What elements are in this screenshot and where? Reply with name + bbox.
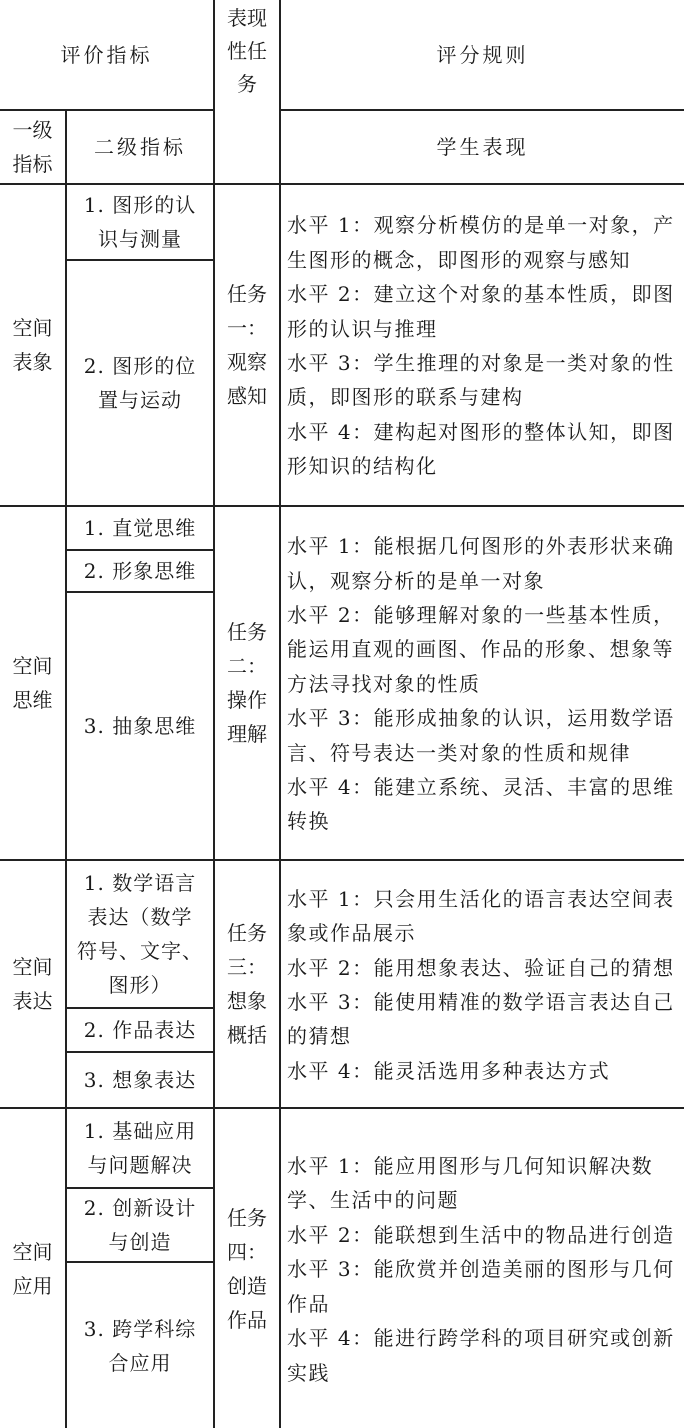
section-1-sub-1-line-2: 识与测量 <box>98 227 182 251</box>
header-level1-line-2: 指标 <box>12 152 53 176</box>
section-1-task <box>214 184 280 506</box>
section-2-rules <box>280 506 684 860</box>
section-3-sub-1 <box>66 860 214 1008</box>
section-2-sub-3: 3. 抽象思维 <box>66 592 214 860</box>
header-level2 <box>66 110 214 184</box>
header-level2-text: 二级指标 <box>94 135 186 159</box>
section-4-row-1 <box>0 1108 684 1188</box>
section-4-rule-3: 水平 3：能欣赏并创造美丽的图形与几何作品 <box>287 1257 675 1316</box>
header-task-line-3: 务 <box>237 72 257 96</box>
section-3-row-1 <box>0 860 684 1008</box>
section-4-level1 <box>0 1108 66 1428</box>
section-2-task-text <box>217 615 277 751</box>
section-1-rule-3: 水平 3：学生推理的对象是一类对象的性质，即图形的联系与建构 <box>287 351 675 410</box>
section-4-sub-3-line-1: 3. 跨学科综 <box>83 1316 197 1341</box>
section-3-level1-line-1: 空间 <box>12 955 53 979</box>
section-3-rule-1: 水平 1：只会用生活化的语言表达空间表象或作品展示 <box>287 886 675 946</box>
section-1-level1 <box>0 184 66 506</box>
section-2-level1-line-1: 空间 <box>12 654 53 678</box>
section-3-task-line-1: 任务 <box>227 921 267 945</box>
section-1-level1-line-2: 表象 <box>12 350 53 374</box>
section-4-rule-4: 水平 4：能进行跨学科的项目研究或创新实践 <box>287 1326 675 1385</box>
section-1-task-line-4: 感知 <box>227 384 267 408</box>
section-2-rule-1: 水平 1：能根据几何图形的外表形状来确认，观察分析的是单一对象 <box>287 534 675 593</box>
header-evaluation-indicators <box>0 0 214 110</box>
section-3-rule-2: 水平 2：能用想象表达、验证自己的猜想 <box>287 955 675 980</box>
header-row-1 <box>0 0 684 110</box>
section-3-sub-2: 2. 作品表达 <box>66 1008 214 1052</box>
section-1-level1-line-1: 空间 <box>12 316 53 340</box>
section-4-sub-2-line-1: 2. 创新设计 <box>83 1196 197 1220</box>
section-4-sub-3-line-2: 合应用 <box>108 1350 172 1375</box>
section-1-sub-2 <box>66 260 214 506</box>
section-4-rule-1: 水平 1：能应用图形与几何知识解决数学、生活中的问题 <box>287 1154 654 1213</box>
header-task-text <box>215 2 279 101</box>
section-4-level1-text <box>6 1235 59 1303</box>
section-1-task-text <box>217 277 277 413</box>
section-3-task-line-4: 概括 <box>227 1023 267 1047</box>
section-4-task-line-4: 作品 <box>227 1307 267 1332</box>
section-3-level1-text <box>6 950 59 1018</box>
section-4-sub-2-text <box>73 1191 207 1259</box>
section-3-sub-1-line-4: 图形） <box>108 973 172 997</box>
header-evaluation-indicators-text: 评价指标 <box>60 42 153 67</box>
section-3-task-text <box>217 916 277 1052</box>
section-3-sub-1-line-3: 符号、文字、 <box>77 939 203 963</box>
section-4-sub-3 <box>66 1262 214 1428</box>
section-1-sub-1-text <box>73 188 207 256</box>
section-3-level1 <box>0 860 66 1108</box>
section-2-level1 <box>0 506 66 860</box>
section-1-task-line-2: 一： <box>227 316 267 340</box>
section-4-sub-2 <box>66 1188 214 1262</box>
section-1-sub-2-line-1: 2. 图形的位 <box>83 354 197 378</box>
section-4-rule-2: 水平 2：能联想到生活中的物品进行创造 <box>287 1222 675 1247</box>
section-4-task-line-3: 创造 <box>227 1273 267 1298</box>
section-2-task <box>214 506 280 860</box>
section-4-task <box>214 1108 280 1428</box>
section-2-rule-3: 水平 3：能形成抽象的认识，运用数学语言、符号表达一类对象的性质和规律 <box>287 706 675 765</box>
section-4-sub-3-text <box>73 1312 207 1380</box>
section-1-rule-4: 水平 4：建构起对图形的整体认知，即图形知识的结构化 <box>287 419 675 479</box>
section-4-sub-1-line-1: 1. 基础应用 <box>83 1119 197 1143</box>
section-3-rule-4: 水平 4：能灵活选用多种表达方式 <box>287 1058 611 1083</box>
section-1-sub-2-line-2: 置与运动 <box>98 388 182 412</box>
section-3-task-line-3: 想象 <box>227 989 267 1013</box>
section-2-task-line-4: 理解 <box>227 722 267 746</box>
header-level1-text <box>0 113 65 181</box>
section-2-level1-line-2: 思维 <box>12 688 53 712</box>
section-2-task-line-1: 任务 <box>227 620 267 644</box>
section-3-task-line-2: 三： <box>227 955 267 979</box>
section-2-sub-2: 2. 形象思维 <box>66 550 214 592</box>
section-1-rule-2: 水平 2：建立这个对象的基本性质，即图形的认识与推理 <box>287 282 675 341</box>
header-student-performance <box>280 110 684 184</box>
section-1-rule-1: 水平 1：观察分析模仿的是单一对象，产生图形的概念，即图形的观察与感知 <box>287 213 675 272</box>
header-task-line-1: 表现 <box>227 6 267 30</box>
section-4-rules <box>280 1108 684 1428</box>
section-3-rule-3: 水平 3：能使用精准的数学语言表达自己的猜想 <box>287 990 675 1049</box>
section-3-rules <box>280 860 684 1108</box>
header-level1-line-1: 一级 <box>12 118 53 142</box>
section-3-sub-1-line-2: 表达（数学 <box>87 905 193 929</box>
section-4-level1-line-1: 空间 <box>12 1239 53 1264</box>
section-4-task-line-1: 任务 <box>227 1205 267 1230</box>
header-task-column <box>214 0 280 184</box>
section-2-level1-text <box>6 649 59 717</box>
section-3-level1-line-2: 表达 <box>12 989 53 1013</box>
section-4-sub-2-line-2: 与创造 <box>108 1230 172 1254</box>
section-3-sub-1-text <box>73 866 207 1002</box>
header-student-performance-text: 学生表现 <box>436 135 529 159</box>
section-1-row-1 <box>0 184 684 260</box>
header-level1 <box>0 110 66 184</box>
section-1-task-line-3: 观察 <box>227 350 267 374</box>
section-4-sub-1-line-2: 与问题解决 <box>87 1153 193 1177</box>
section-2-task-line-2: 二： <box>227 654 267 678</box>
section-2-sub-1: 1. 直觉思维 <box>66 506 214 550</box>
section-3-sub-1-line-1: 1. 数学语言 <box>83 871 197 895</box>
header-task-line-2: 性任 <box>227 39 267 63</box>
section-1-sub-1 <box>66 184 214 260</box>
section-2-rule-2: 水平 2：能够理解对象的一些基本性质，能运用直观的画图、作品的形象、想象等方法寻找对象的性质 <box>287 602 675 696</box>
section-2-task-line-3: 操作 <box>227 688 267 712</box>
header-scoring-rules <box>280 0 684 110</box>
header-row-2 <box>0 110 684 184</box>
section-1-sub-2-text <box>73 349 207 417</box>
section-2-rule-4: 水平 4：能建立系统、灵活、丰富的思维转换 <box>287 775 675 834</box>
section-1-sub-1-line-1: 1. 图形的认 <box>83 193 197 217</box>
section-4-task-text <box>217 1201 277 1337</box>
section-4-sub-1-text <box>73 1114 207 1182</box>
section-4-task-line-2: 四： <box>227 1239 267 1264</box>
section-1-task-line-1: 任务 <box>227 282 267 306</box>
section-4-sub-1 <box>66 1108 214 1188</box>
section-3-task <box>214 860 280 1108</box>
section-3-sub-3: 3. 想象表达 <box>66 1052 214 1108</box>
section-4-level1-line-2: 应用 <box>12 1273 53 1298</box>
section-1-level1-text <box>6 311 59 379</box>
header-scoring-rules-text: 评分规则 <box>436 42 529 67</box>
section-1-rules <box>280 184 684 506</box>
section-2-row-1 <box>0 506 684 550</box>
